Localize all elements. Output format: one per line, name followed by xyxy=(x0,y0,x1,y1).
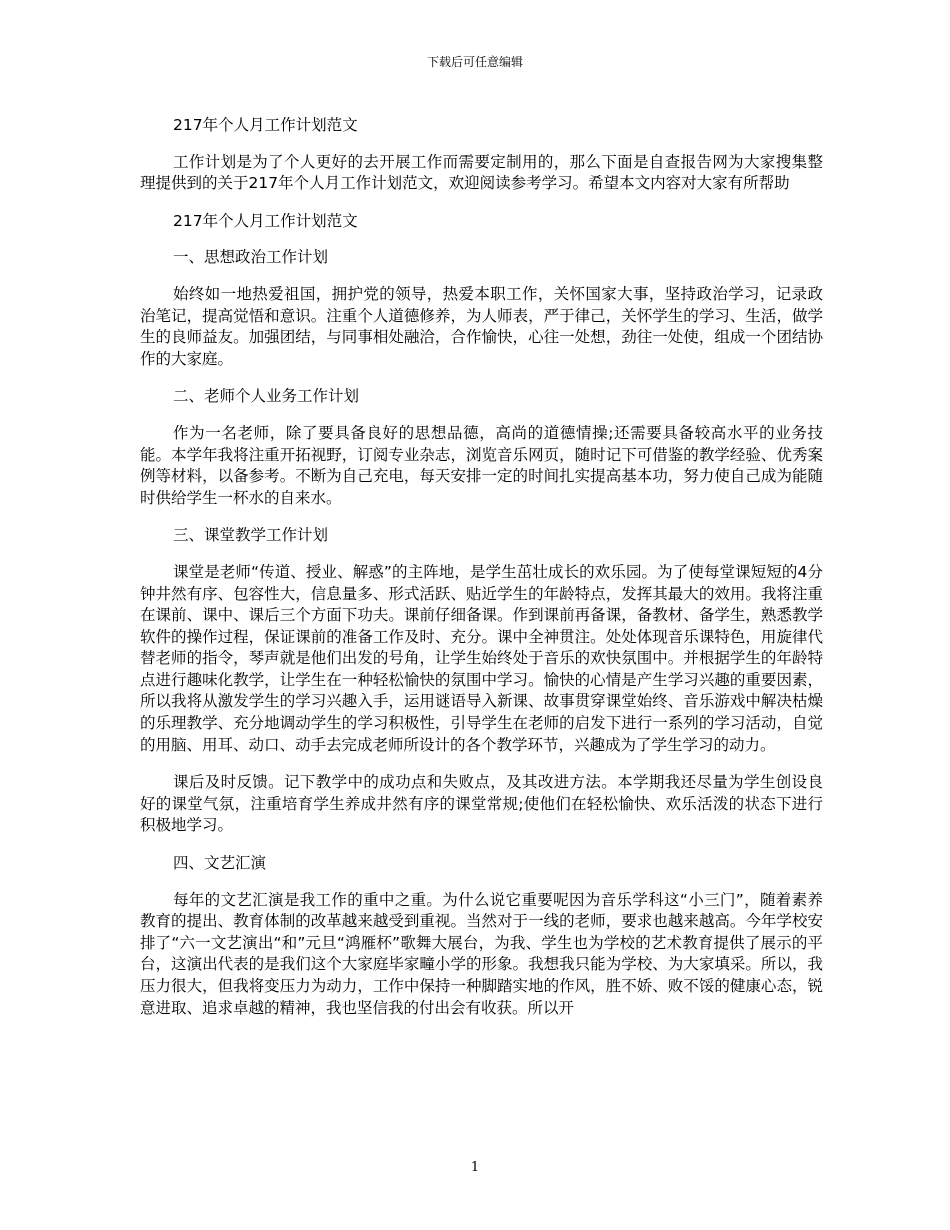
section-3-heading: 三、课堂教学工作计划 xyxy=(173,526,329,545)
section-3-paragraph-1: 课堂是老师“传道、授业、解惑”的主阵地，是学生茁壮成长的欢乐园。为了使每堂课短短的4分钟井然有序、包容性大，信息量多、形式活跃、贴近学生的年龄特点，发挥其最大的效用。我将注重在课前、课中、课后三个方面下功夫。课前仔细备课。作到课前再备课，备教材、备学生，熟悉教学软件的操作过程，保证课前的准备工作及时、充分。课中全神贯注。处处体现音乐课特色，用旋律代替老师的指令，琴声就是他们出发的号角，让学生始终处于音乐的欢快氛围中。并根据学生的年龄特点进行趣味化教学，让学生在一种轻松愉快的氛围中学习。愉快的心情是产生学习兴趣的重要因素，所以我将从激发学生的学习兴趣入手，运用谜语导入新课、故事贯穿课堂始终、音乐游戏中解决枯燥的乐理教学、充分地调动学生的学习积极性，引导学生在老师的启发下进行一系列的学习活动，自觉的用脑、用耳、动口、动手去完成老师所设计的各个教学环节，兴趣成为了学生学习的动力。 xyxy=(140,562,823,754)
section-3-paragraph-2: 课后及时反馈。记下教学中的成功点和失败点，及其改进方法。本学期我还尽量为学生创设良好的课堂气氛，注重培育学生养成井然有序的课堂常规;使他们在轻松愉快、欢乐活泼的状态下进行积极地学习。 xyxy=(140,773,823,835)
section-2-paragraph: 作为一名老师，除了要具备良好的思想品德，高尚的道德情操;还需要具备较高水平的业务技能。本学年我将注重开拓视野，订阅专业杂志，浏览音乐网页，随时记下可借鉴的教学经验、优秀案例等材料，以备参考。不断为自己充电，每天安排一定的时间扎实提高基本功，努力使自己成为能随时供给学生一杯水的自来水。 xyxy=(140,423,823,507)
section-4-paragraph: 每年的文艺汇演是我工作的重中之重。为什么说它重要呢因为音乐学科这“小三门”，随着素养教育的提出、教育体制的改革越来越受到重视。当然对于一线的老师，要求也越来越高。今年学校安排了“六一文艺演出“和”元旦“鸿雁杯”歌舞大展台，为我、学生也为学校的艺术教育提供了展示的平台，这演出代表的是我们这个大家庭毕家疃小学的形象。我想我只能为学校、为大家填采。所以，我压力很大，但我将变压力为动力，工作中保持一种脚踏实地的作风，胜不娇、败不馁的健康心态，锐意进取、追求卓越的精神，我也坚信我的付出会有收获。所以开 xyxy=(140,890,823,1017)
document-subtitle: 217年个人月工作计划范文 xyxy=(173,211,358,230)
document-body xyxy=(140,115,823,1035)
section-4-heading: 四、文艺汇演 xyxy=(173,854,267,873)
document-title: 217年个人月工作计划范文 xyxy=(173,116,358,134)
section-1-paragraph: 始终如一地热爱祖国，拥护党的领导，热爱本职工作，关怀国家大事，坚持政治学习，记录政治笔记，提高觉悟和意识。注重个人道德修养，为人师表，严于律己，关怀学生的学习、生活，做学生的良师益友。加强团结，与同事相处融洽，合作愉快，心往一处想，劲往一处使，组成一个团结协作的大家庭。 xyxy=(140,284,823,368)
intro-paragraph: 工作计划是为了个人更好的去开展工作而需要定制用的，那么下面是自查报告网为大家搜集整理提供到的关于217年个人月工作计划范文，欢迎阅读参考学习。希望本文内容对大家有所帮助 xyxy=(140,152,823,193)
page-number: 1 xyxy=(470,1160,480,1175)
section-2-heading: 二、老师个人业务工作计划 xyxy=(173,387,360,406)
page-header: 下载后可任意编辑 xyxy=(426,55,523,69)
section-1-heading: 一、思想政治工作计划 xyxy=(173,248,329,267)
